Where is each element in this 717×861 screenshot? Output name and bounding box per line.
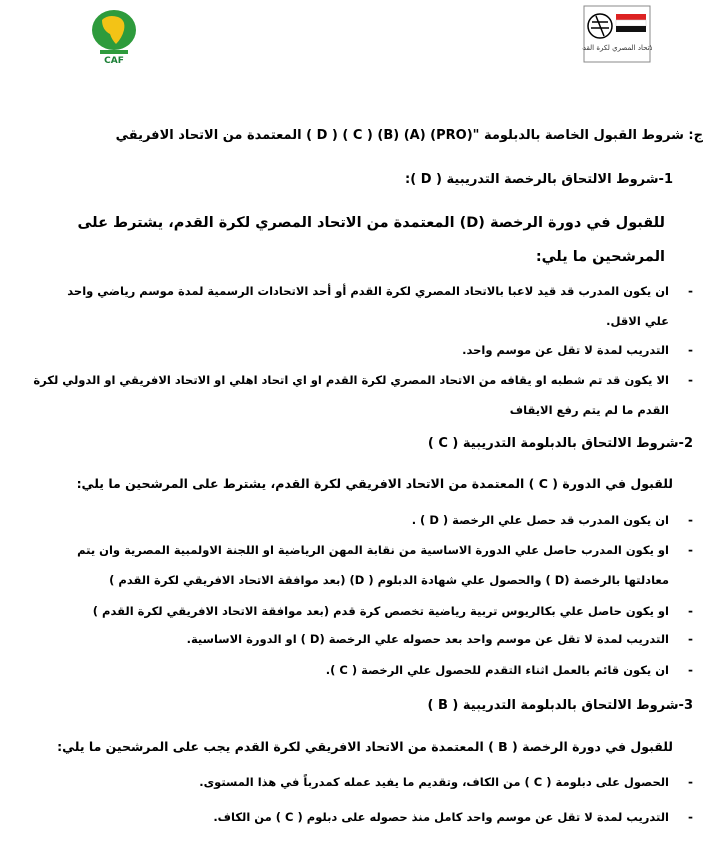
s3-bullet2: التدريب لمدة لا تقل عن موسم واحد كامل منذ حصوله على دبلوم ( C ) من الكاف. [213,810,669,824]
bullet-dash: - [688,284,693,298]
s2-bullet2-line1: او يكون المدرب حاصل علي الدورة الاساسية من نقابة المهن الرياضية او اللجنة الاولمبية المصرية وان يتم [77,543,669,557]
s2-bullet5: ان يكون قائم بالعمل اثناء التقدم للحصول علي الرخصة ( C ). [325,663,669,677]
s3-intro: للقبول في دورة الرخصة ( B ) المعتمدة من الاتحاد الافريقي لكرة القدم يجب على المرشحين ما يلي: [57,739,673,754]
s1-bullet1-line1: ان يكون المدرب قد قيد لاعبا بالاتحاد المصري لكرة القدم أو أحد الاتحادات الرسمية لمدة موسم رياضي واحد [67,284,669,298]
bullet-dash: - [688,373,693,387]
s2-bullet3: او يكون حاصل علي بكالريوس تربية رياضية تخصص كرة قدم (بعد موافقة الاتحاد الافريقي لكرة القدم ) [92,604,669,618]
s3-bullet1: الحصول على دبلومة ( C ) من الكاف، وتقديم ما يفيد عمله كمدرباً في هذا المستوى. [199,775,669,789]
s1-bullet2: التدريب لمدة لا تقل عن موسم واحد. [462,343,669,357]
efa-logo-text: الاتحاد المصري لكرة القدم [582,44,652,52]
section-title: ج: شروط القبول الخاصة بالدبلومة "(PRO) (A) (B) ( C ) ( D ) المعتمدة من الاتحاد الافريقي [115,128,703,143]
bullet-dash: - [688,604,693,618]
bullet-dash: - [688,343,693,357]
bullet-dash: - [688,775,693,789]
s1-intro-line2: المرشحين ما يلي: [535,249,665,265]
bullet-dash: - [688,810,693,824]
bullet-dash: - [688,663,693,677]
s2-bullet2-line2: معادلتها بالرخصة (D ) والحصول علي شهادة الدبلوم ( D) (بعد موافقة الاتحاد الافريقي لكرة القدم ) [109,573,669,587]
caf-logo-text: CAF [104,56,124,64]
s2-heading: 2-شروط الالتحاق بالدبلومة التدريبية ( C ) [427,436,693,451]
s2-bullet1: ان يكون المدرب قد حصل علي الرخصة ( D ) . [411,513,669,527]
s1-bullet1-line2: علي الاقل. [606,314,669,328]
bullet-dash: - [688,543,693,557]
s1-intro-line1: للقبول في دورة الرخصة (D) المعتمدة من الاتحاد المصري لكرة القدم، يشترط على [77,215,665,231]
s1-bullet3-line2: القدم ما لم يتم رفع الايقاف [509,403,669,417]
bullet-dash: - [688,632,693,646]
bullet-dash: - [688,513,693,527]
s3-heading: 3-شروط الالتحاق بالدبلومة التدريبية ( B ) [427,698,693,713]
s1-bullet3-line1: الا يكون قد تم شطبه او يقافه من الاتحاد المصري لكرة القدم او اي اتحاد اهلي او الاتحاد الافريقي او الدولي لكرة [33,373,669,387]
s2-intro: للقبول في الدورة ( C ) المعتمدة من الاتحاد الافريقي لكرة القدم، يشترط على المرشحين ما يلي: [76,476,673,491]
s2-bullet4: التدريب لمدة لا تقل عن موسم واحد بعد حصوله علي الرخصة (D ) او الدورة الاساسية. [186,632,669,646]
s1-heading: 1-شروط الالتحاق بالرخصة التدريبية ( D ): [405,172,673,187]
